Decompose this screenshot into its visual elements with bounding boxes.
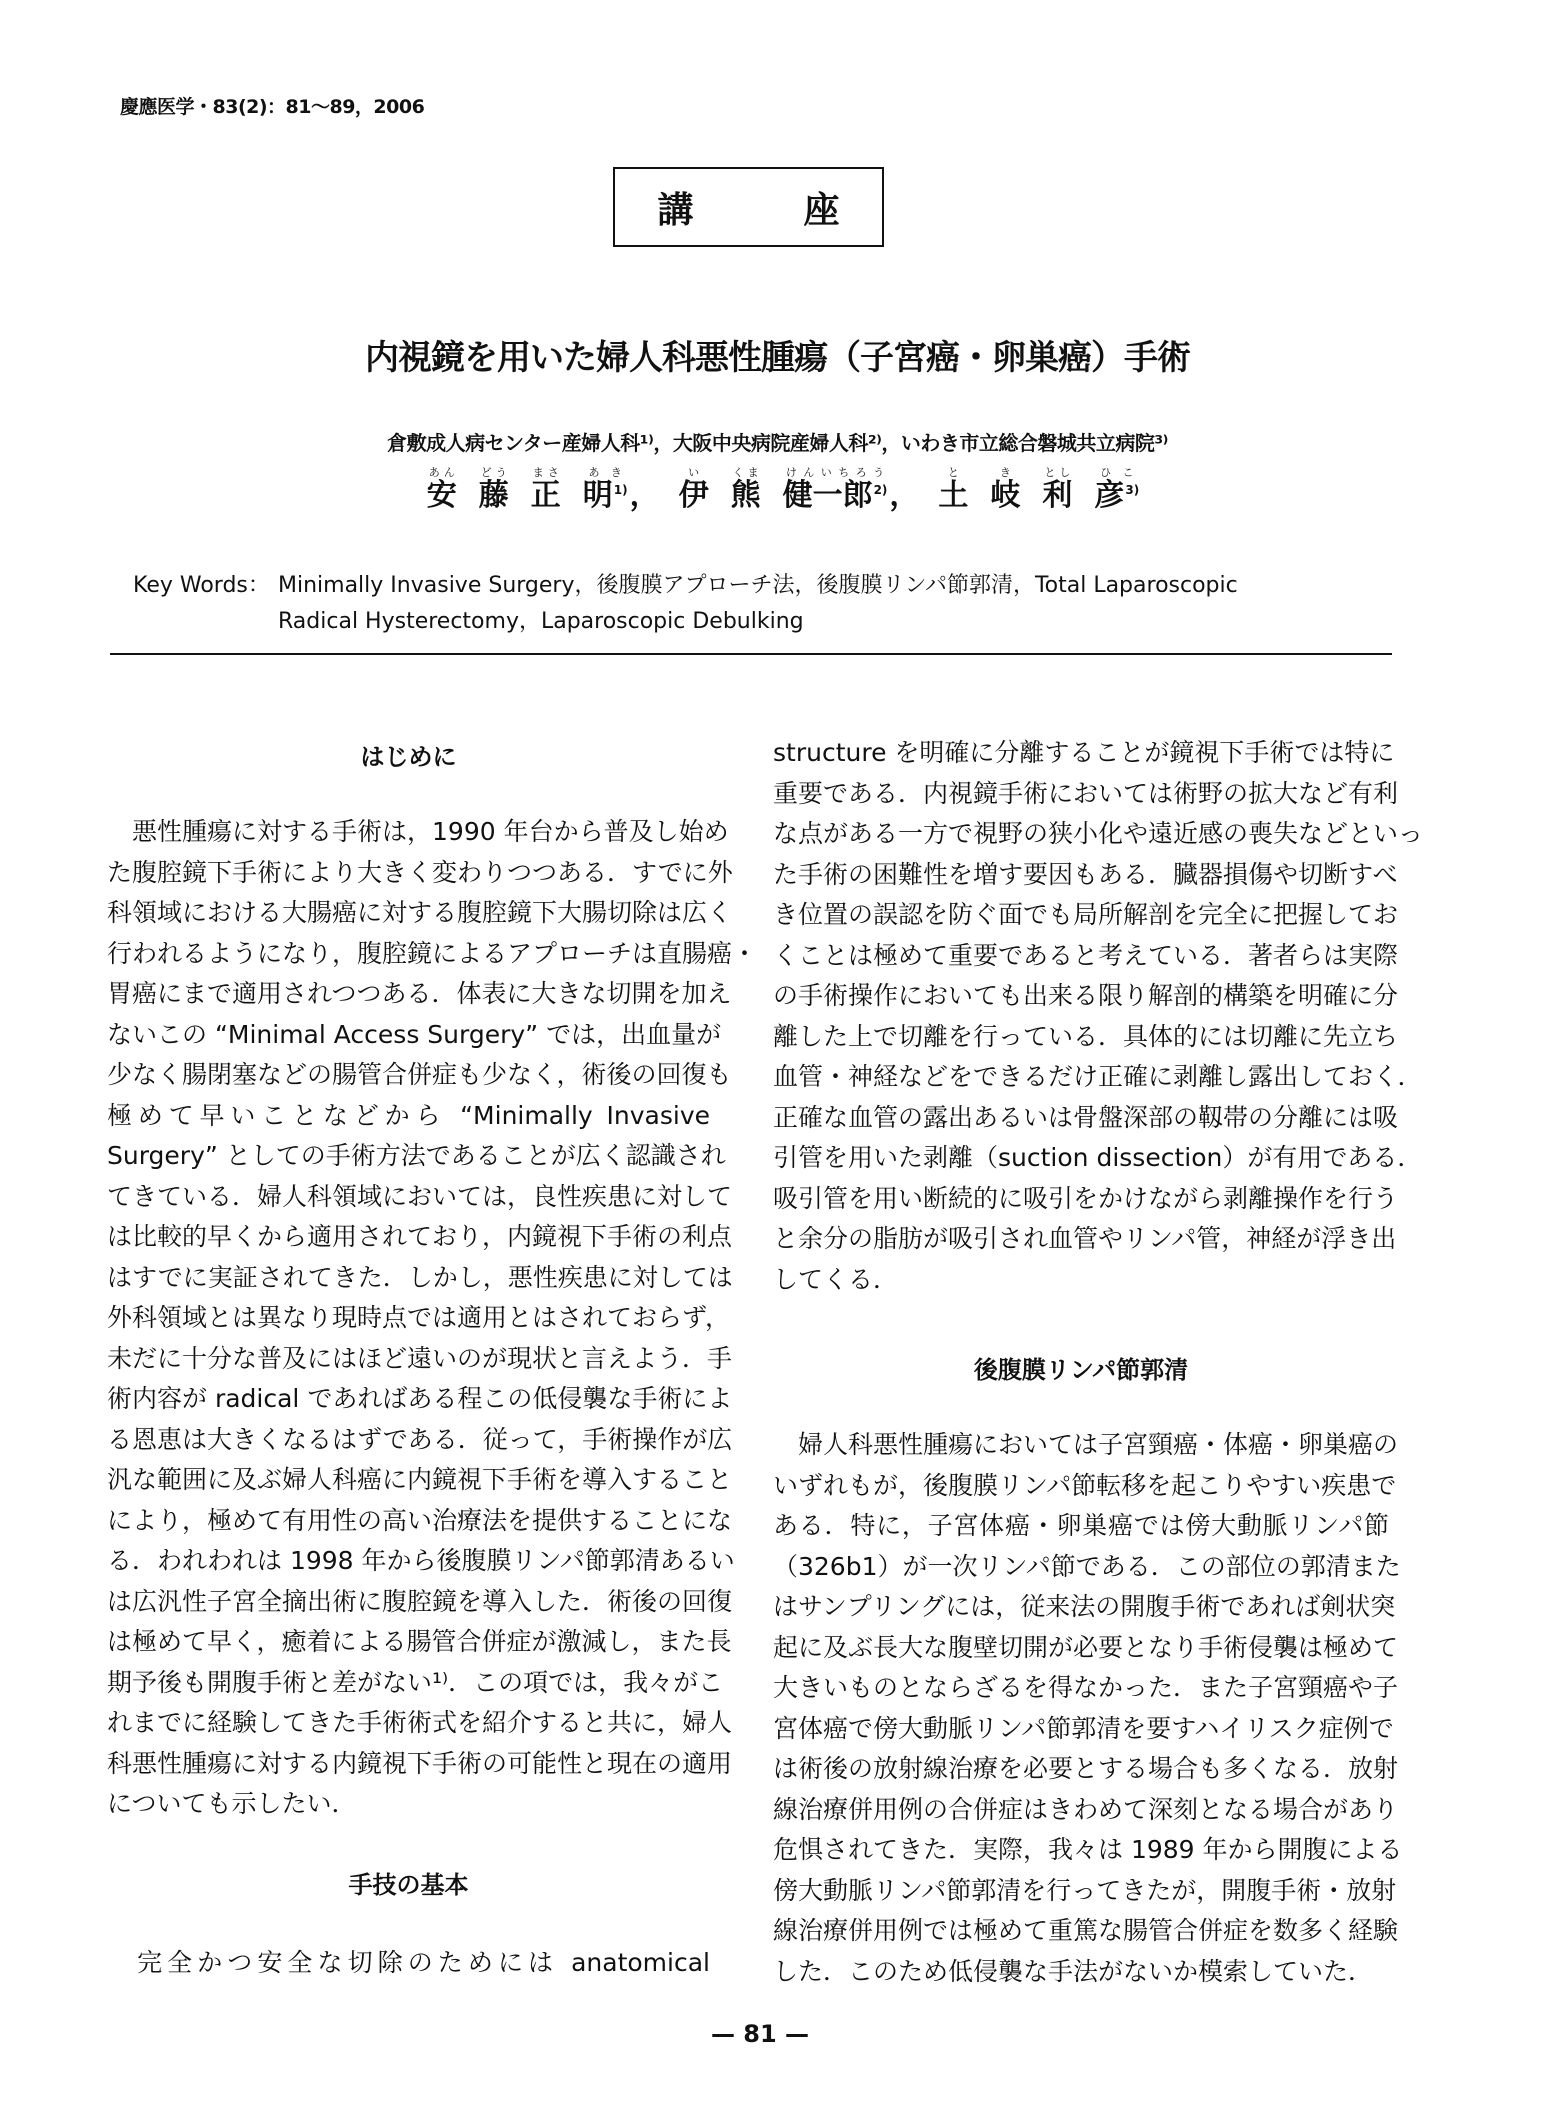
author-kanji: 彦 xyxy=(1094,478,1125,513)
author-furigana: あん xyxy=(426,466,457,479)
author-furigana: けんいちろう xyxy=(782,466,888,479)
author-furigana: くま xyxy=(730,466,761,479)
text-line: 傍大動脈リンパ節郭清を行ってきたが，開腹手術・放射 xyxy=(773,1875,1397,1905)
text-line: は極めて早く，癒着による腸管合併症が激減し，また長 xyxy=(107,1627,732,1656)
text-line: 汎な範囲に及ぶ婦人科癌に内鏡視下手術を導入すること xyxy=(107,1465,733,1494)
text-line: る．われわれは 1998 年から後腹膜リンパ節郭清あるい xyxy=(107,1546,735,1575)
article-title: 内視鏡を用いた婦人科悪性腫瘍（子宮癌・卵巣癌）手術 xyxy=(365,338,1190,378)
author-kanji: 正 xyxy=(530,478,561,513)
text-line: 正確な血管の露出あるいは骨盤深部の靱帯の分離には吸 xyxy=(773,1102,1399,1132)
header-divider xyxy=(110,653,1392,655)
author-name-char xyxy=(531,466,561,514)
section-heading-intro: はじめに xyxy=(360,743,457,771)
author-kanji: 明 xyxy=(582,478,613,513)
lymph-paragraph xyxy=(773,1425,1403,1992)
text-line: な点がある一方で視野の狭小化や遠近感の喪失などといっ xyxy=(773,819,1424,848)
text-line: Surgery” としての手術方法であることが広く認識され xyxy=(107,1141,726,1170)
author-name-char xyxy=(990,466,1020,514)
text-line: は術後の放射線治療を必要とする場合も多くなる．放射 xyxy=(773,1754,1399,1783)
affiliations: 倉敷成人病センター産婦人科¹⁾，大阪中央病院産婦人科²⁾，いわき市立総合磐城共立病院³⁾ xyxy=(387,431,1168,455)
author-furigana: ひこ xyxy=(1094,466,1140,479)
author-furigana: い xyxy=(678,466,709,479)
author-separator: ， xyxy=(629,478,660,513)
text-line: 少なく腸閉塞などの腸管合併症も少なく，術後の回復も xyxy=(107,1060,732,1089)
section-type-box xyxy=(613,167,884,247)
section-type-char: 講 xyxy=(657,189,694,231)
basics-paragraph-start xyxy=(107,1943,710,1984)
text-line: の手術操作においても出来る限り解剖的構築を明確に分 xyxy=(773,981,1399,1010)
author-name-char xyxy=(1042,466,1072,514)
basics-paragraph-continued xyxy=(773,733,1424,1300)
author-kanji: 熊 xyxy=(730,478,761,513)
text-line: 外科領域とは異なり現時点では適用とはされておらず， xyxy=(107,1303,731,1332)
text-line: 線治療併用例の合併症はきわめて深刻となる場合があり xyxy=(773,1794,1399,1824)
text-line: （326b1）が一次リンパ節である．この部位の郭清また xyxy=(773,1551,1401,1581)
author-name-char xyxy=(479,466,509,514)
author-name-char xyxy=(427,466,457,514)
author-kanji: 伊 xyxy=(678,478,709,513)
text-line: 完全かつ安全な切除のためには anatomical xyxy=(107,1948,710,1977)
author-kanji: 藤 xyxy=(478,478,509,513)
affiliation-marker: 3) xyxy=(1125,483,1140,497)
keywords-line: Minimally Invasive Surgery，後腹膜アプローチ法，後腹膜リンパ節郭清，Total Laparoscopic xyxy=(278,573,1238,598)
text-line: 婦人科悪性腫瘍においては子宮頸癌・体癌・卵巣癌の xyxy=(773,1430,1399,1459)
text-line: てきている．婦人科領域においては，良性疾患に対して xyxy=(107,1181,733,1211)
text-line: 重要である．内視鏡手術においては術野の拡大など有利 xyxy=(773,778,1399,808)
intro-paragraph xyxy=(107,812,758,1825)
page-number: — 81 — xyxy=(710,2020,810,2048)
text-line: についても示したい． xyxy=(107,1789,357,1818)
text-line: 胃癌にまで適用されつつある．体表に大きな切開を加え xyxy=(107,979,732,1008)
text-line: 極めて早いことなどから “Minimally Invasive xyxy=(107,1100,710,1130)
text-line: 科領域における大腸癌に対する腹腔鏡下大腸切除は広く xyxy=(107,898,733,927)
author-furigana: き xyxy=(990,466,1021,479)
text-line: ないこの “Minimal Access Surgery” では，出血量が xyxy=(107,1019,722,1049)
text-line: いずれもが，後腹膜リンパ節転移を起こりやすい疾患で xyxy=(773,1470,1397,1500)
author-name-char xyxy=(583,466,628,514)
journal-citation: 慶應医学・83(2)：81〜89，2006 xyxy=(120,96,425,118)
text-line: 血管・神経などをできるだけ正確に剥離し露出しておく． xyxy=(773,1062,1423,1091)
affiliation-marker: 1) xyxy=(613,483,628,497)
text-line: 大きいものとならざるを得なかった．また子宮頸癌や子 xyxy=(773,1673,1399,1702)
author-list xyxy=(200,466,1355,514)
text-line: る恩恵は大きくなるはずである．従って，手術操作が広 xyxy=(107,1424,733,1454)
text-line: た手術の困難性を増す要因もある．臓器損傷や切断すべ xyxy=(773,859,1398,889)
text-line: した．このため低侵襲な手法がないか模索していた． xyxy=(773,1956,1374,1986)
author-kanji: 岐 xyxy=(990,478,1021,513)
text-line: 期予後も開腹手術と差がない¹⁾．この項では，我々がこ xyxy=(107,1667,724,1697)
text-line: 起に及ぶ長大な腹壁切開が必要となり手術侵襲は極めて xyxy=(773,1632,1399,1662)
text-line: 線治療併用例では極めて重篤な腸管合併症を数多く経験 xyxy=(773,1916,1399,1945)
affiliation-marker: 2) xyxy=(873,483,888,497)
author-kanji: 利 xyxy=(1042,478,1073,513)
text-line: 科悪性腫瘍に対する内鏡視下手術の可能性と現在の適用 xyxy=(107,1748,733,1778)
text-line: 引管を用いた剥離（suction dissection）が有用である． xyxy=(773,1143,1423,1172)
keywords-label: Key Words： xyxy=(133,573,270,598)
author-furigana: あき xyxy=(582,466,628,479)
author-kanji: 土 xyxy=(938,478,969,513)
section-heading-basics: 手技の基本 xyxy=(348,1871,469,1899)
author-furigana: どう xyxy=(478,466,509,479)
text-line: 離した上で切離を行っている．具体的には切離に先立ち xyxy=(773,1021,1399,1051)
text-line: 術内容が radical であればある程この低侵襲な手術によ xyxy=(107,1384,733,1413)
text-line: れまでに経験してきた手術術式を紹介すると共に，婦人 xyxy=(107,1708,733,1737)
author-furigana: まさ xyxy=(530,466,561,479)
section-type-char: 座 xyxy=(803,189,840,231)
author-name-char xyxy=(938,466,968,514)
text-line: はサンプリングには，従来法の開腹手術であれば剣状突 xyxy=(773,1592,1396,1621)
author-name-char xyxy=(1094,466,1139,514)
text-line: 危惧されてきた．実際，我々は 1989 年から開腹による xyxy=(773,1835,1403,1864)
keywords-line: Radical Hysterectomy，Laparoscopic Debulking xyxy=(278,609,804,634)
text-line: くことは極めて重要であると考えている．著者らは実際 xyxy=(773,940,1399,970)
text-line: 吸引管を用い断続的に吸引をかけながら剥離操作を行う xyxy=(773,1183,1399,1213)
text-line: ある．特に，子宮体癌・卵巣癌では傍大動脈リンパ節 xyxy=(773,1511,1389,1540)
author-name-char xyxy=(679,466,709,514)
text-line: と余分の脂肪が吸引され血管やリンパ管，神経が浮き出 xyxy=(773,1224,1397,1253)
text-line: はすでに実証されてきた．しかし，悪性疾患に対しては xyxy=(107,1262,733,1292)
text-line: き位置の誤認を防ぐ面でも局所解剖を完全に把握してお xyxy=(773,900,1399,929)
author-kanji: 安 xyxy=(426,478,457,513)
author-furigana: と xyxy=(938,466,969,479)
author-furigana: とし xyxy=(1042,466,1073,479)
text-line: 悪性腫瘍に対する手術は，1990 年台から普及し始め xyxy=(107,817,729,846)
text-line: 行われるようになり，腹腔鏡によるアプローチは直腸癌・ xyxy=(107,938,758,968)
author-kanji: 健一郎 xyxy=(782,478,873,513)
text-line: により，極めて有用性の高い治療法を提供することにな xyxy=(107,1505,733,1535)
author-name-char xyxy=(783,466,888,514)
text-line: は広汎性子宮全摘出術に腹腔鏡を導入した．術後の回復 xyxy=(107,1586,733,1616)
text-line: た腹腔鏡下手術により大きく変わりつつある．すでに外 xyxy=(107,857,733,887)
text-line: structure を明確に分離することが鏡視下手術では特に xyxy=(773,738,1395,767)
text-line: 未だに十分な普及にはほど遠いのが現状と言えよう．手 xyxy=(107,1343,733,1373)
text-line: してくる． xyxy=(773,1264,899,1294)
author-name-char xyxy=(731,466,761,514)
author-separator: ， xyxy=(889,478,920,513)
text-line: 宮体癌で傍大動脈リンパ節郭清を要すハイリスク症例で xyxy=(773,1713,1394,1743)
section-heading-lymph: 後腹膜リンパ節郭清 xyxy=(973,1356,1189,1384)
text-line: は比較的早くから適用されており，内鏡視下手術の利点 xyxy=(107,1222,733,1251)
